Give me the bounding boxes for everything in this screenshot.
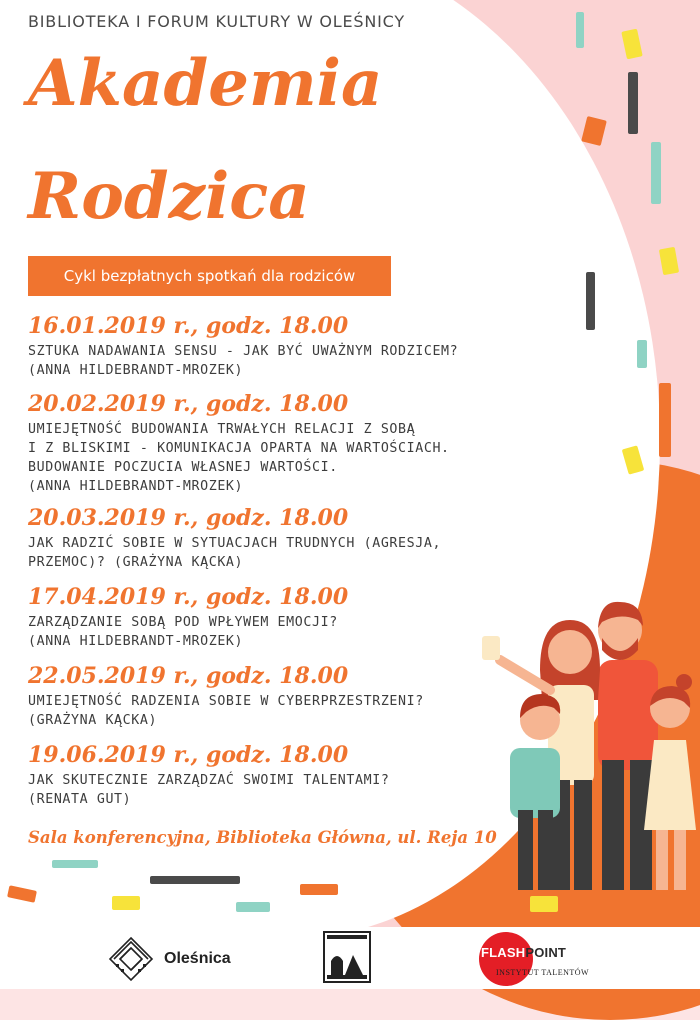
flashpoint-logo: [478, 931, 608, 986]
olesnica-emblem-icon: [108, 936, 154, 982]
flashpoint-logo-text: [481, 945, 566, 960]
event-description: SZTUKA NADAWANIA SENSU - JAK BYĆ UWAŻNYM RODZICEM? (ANNA HILDEBRANDT-MROZEK): [28, 344, 459, 378]
subtitle-banner: Cykl bezpłatnych spotkań dla rodziców: [28, 256, 391, 296]
event-description: ZARZĄDZANIE SOBĄ POD WPŁYWEM EMOCJI? (ANNA HILDEBRANDT-MROZEK): [28, 615, 338, 649]
page-title-line1: Akademia: [28, 46, 383, 121]
event-item: [28, 390, 598, 496]
event-date: 19.06.2019 r., godz. 18.00: [28, 742, 349, 768]
event-date: 22.05.2019 r., godz. 18.00: [28, 663, 349, 689]
event-description: JAK RADZIĆ SOBIE W SYTUACJACH TRUDNYCH (AGRESJA, PRZEMOC)? (GRAŻYNA KĄCKA): [28, 536, 442, 570]
flashpoint-text-part2: POINT: [525, 945, 567, 960]
flashpoint-subtitle: INSTYTUT TALENTÓW: [496, 968, 590, 977]
organization-name: BIBLIOTEKA I FORUM KULTURY W OLEŚNICY: [28, 12, 405, 31]
flashpoint-text-part1: FLASH: [481, 945, 526, 960]
page-title-line2: Rodzica: [28, 159, 310, 234]
family-illustration: [470, 590, 700, 900]
event-description: UMIEJĘTNOŚĆ RADZENIA SOBIE W CYBERPRZESTRZENI? (GRAŻYNA KĄCKA): [28, 694, 424, 728]
event-item: [28, 312, 598, 380]
event-date: 16.01.2019 r., godz. 18.00: [28, 313, 349, 339]
event-description: JAK SKUTECZNIE ZARZĄDZAĆ SWOIMI TALENTAMI? (RENATA GUT): [28, 773, 390, 807]
venue-info: Sala konferencyjna, Biblioteka Główna, ul. Reja 10: [28, 828, 497, 847]
event-date: 17.04.2019 r., godz. 18.00: [28, 584, 349, 610]
olesnica-logo: [108, 931, 231, 986]
library-logo-icon: [323, 931, 371, 983]
event-item: [28, 504, 598, 572]
library-logo: [323, 931, 371, 983]
event-description: UMIEJĘTNOŚĆ BUDOWANIA TRWAŁYCH RELACJI Z SOBĄ I Z BLISKIMI - KOMUNIKACJA OPARTA NA WARTOŚCIACH. BUDOWANIE POCZUCIA WŁASNEJ WARTOŚCI. (ANNA HILDEBRANDT-MROZEK): [28, 422, 450, 494]
olesnica-logo-text: Oleśnica: [164, 949, 231, 967]
event-date: 20.02.2019 r., godz. 18.00: [28, 391, 349, 417]
event-date: 20.03.2019 r., godz. 18.00: [28, 505, 349, 531]
